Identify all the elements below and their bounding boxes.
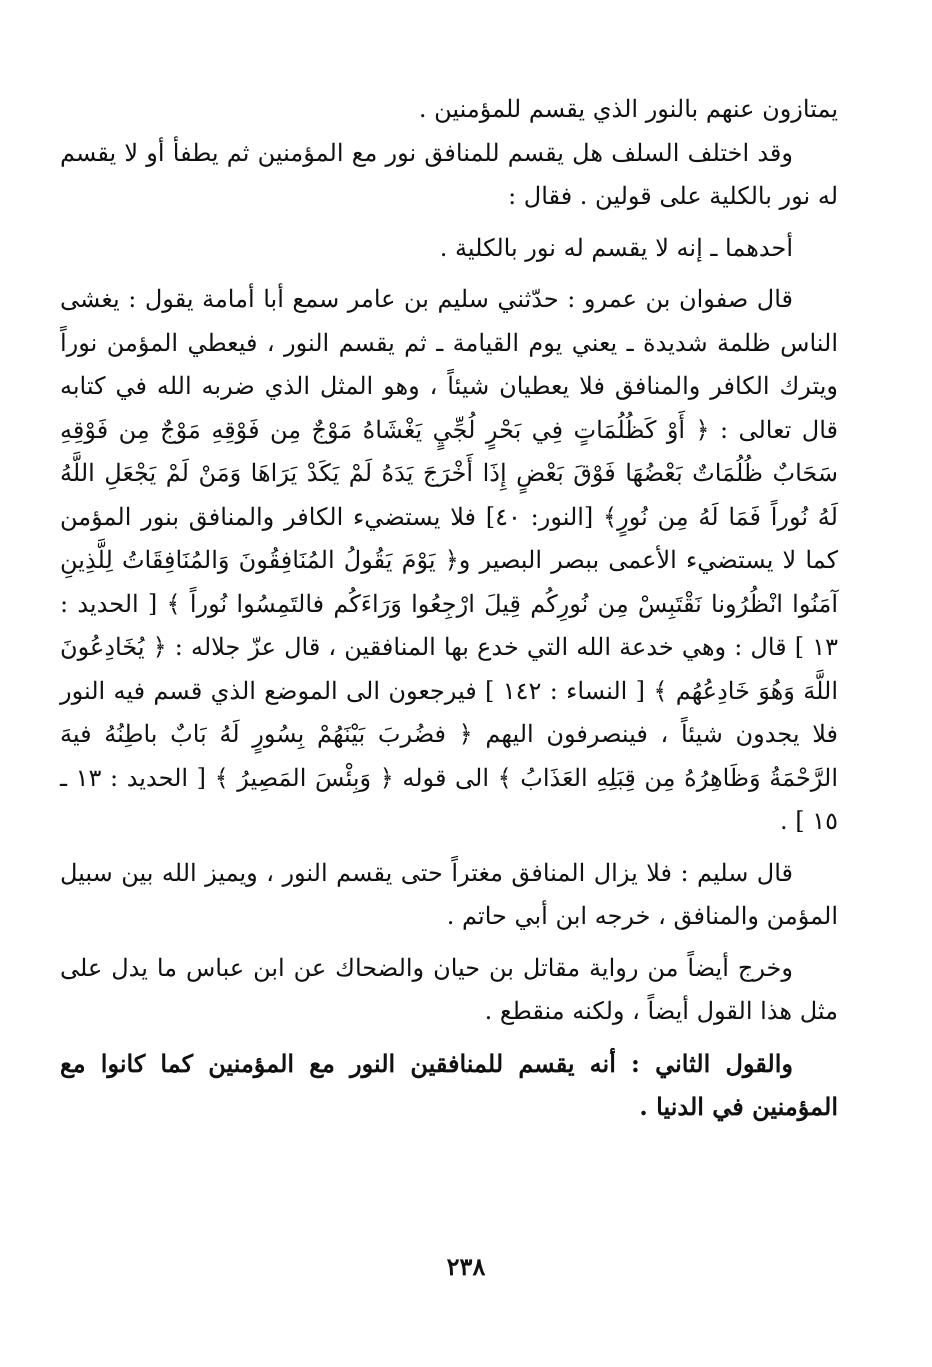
paragraph-second-opinion: والقول الثاني : أنه يقسم للمنافقين النور مع المؤمنين كما كانوا مع المؤمنين في الدنيا . xyxy=(60,1048,838,1121)
paragraph-safwan-narration: قال صفوان بن عمرو : حدّثني سليم بن عامر سمع أبا أمامة يقول : يغشى الناس ظلمة شديدة ـ يعني يوم القيامة ـ ثم يقسم النور ، فيعطي المؤمن نوراً ويترك الكافر والمنافق فلا يعطيان شيئاً ، وهو المثل الذي ضربه الله في كتابه قال تعالى : ﴿ أَوْ كَظُلُمَاتٍ فِي بَحْرٍ لُجِّيٍ يَغْشَاهُ مَوْجٌ مِن فَوْقِهِ مَوْجٌ مِن فَوْقِهِ سَحَابٌ ظُلُمَاتٌ بَعْضُهَا فَوْقَ بَعْضٍ إِذَا أَخْرَجَ يَدَهُ لَمْ يَكَدْ يَرَاهَا وَمَنْ لَمْ يَجْعَلِ اللَّهُ لَهُ نُوراً فَمَا لَهُ مِن نُورٍ﴾ [النور: ٤٠] فلا يستضيء الكافر والمنافق بنور المؤمن كما لا يستضيء الأعمى ببصر البصير و﴿ يَوْمَ يَقُولُ المُنَافِقُونَ وَالمُنَافِقَاتُ لِلَّذِينِ آمَنُوا انْظُرُونا نَقْتَبِسْ مِن نُورِكُم قِيلَ ارْجِعُوا وَرَاءَكُم فالتَمِسُوا نُوراً ﴾ [ الحديد : ١٣ ] قال : وهي خدعة الله التي خدع بها المنافقين ، قال عزّ جلاله : ﴿ يُخَادِعُونَ اللَّهَ وَهُوَ خَادِعُهُم ﴾ [ النساء : ١٤٢ ] فيرجعون الى الموضع الذي قسم فيه النور فلا يجدون شيئاً ، فينصرفون اليهم ﴿ فضُربَ بَيْنَهُمْ بِسُورٍ لَهُ بَابٌ باطِنُهُ فيهَ الرَّحْمَةُ وَظَاهِرُهُ مِن قِبَلِهِ العَذَابُ ﴾ الى قوله ﴿ وَبِئْسَ المَصِيرُ ﴾ [ الحديد : ١٣ ـ ١٥ ] . xyxy=(60,285,839,835)
paragraph-first-opinion: أحدهما ـ إنه لا يقسم له نور بالكلية . xyxy=(439,233,793,262)
page-body xyxy=(60,88,838,1129)
paragraph-sulaym: قال سليم : فلا يزال المنافق مغتراً حتى يقسم النور ، ويميز الله بين سبيل المؤمن والمنافق ، خرجه ابن أبي حاتم . xyxy=(60,858,838,930)
paragraph-continuation: يمتازون عنهم بالنور الذي يقسم للمؤمنين . xyxy=(418,95,838,123)
page-number: ٢٣٨ xyxy=(446,1252,486,1281)
paragraph-disagreement: وقد اختلف السلف هل يقسم للمنافق نور مع المؤمنين ثم يطفأ أو لا يقسم له نور بالكلية على قولين . فقال : xyxy=(60,138,838,210)
paragraph-muqatil: وخرج أيضاً من رواية مقاتل بن حيان والضحاك عن ابن عباس ما يدل على مثل هذا القول أيضاً ، ولكنه منقطع . xyxy=(60,953,838,1025)
